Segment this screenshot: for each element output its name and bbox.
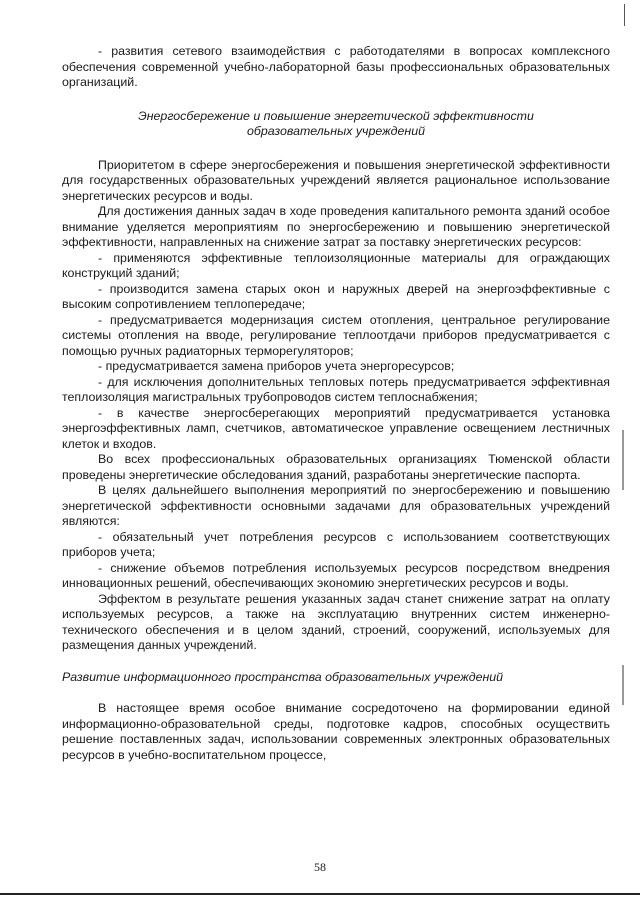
list-item: - обязательный учет потребления ресурсов с использованием соответствующих приборов учета; bbox=[62, 529, 610, 559]
list-item: - производится замена старых окон и наружных дверей на энергоэффективные с высоким сопротивлением теплопередаче; bbox=[62, 281, 610, 311]
paragraph: Во всех профессиональных образовательных организациях Тюменской области проведены энергетические обследования зданий, разработаны энергетические паспорта. bbox=[62, 452, 610, 482]
paragraph: Эффектом в результате решения указанных задач станет снижение затрат на оплату используемых ресурсов, а также на эксплуатацию внутренних систем инженерно-технического обеспечения и в целом зданий, строений, сооружений, используемых для размещения данных учреждений. bbox=[62, 591, 610, 652]
paragraph: Для достижения данных задач в ходе проведения капитального ремонта зданий особое внимание уделяется мероприятиям по энергосбережению и повышению энергетической эффективности, направленных на снижение затрат за поставку энергетических ресурсов: bbox=[62, 204, 610, 249]
page-number: 58 bbox=[314, 860, 326, 874]
list-item: - в качестве энергосберегающих мероприятий предусматривается установка энергоэффективных ламп, счетчиков, автоматическое управление освещением лестничных клеток и входов. bbox=[62, 405, 610, 451]
section-heading: Развитие информационного пространства образовательных учреждений bbox=[62, 669, 504, 684]
list-item: - снижение объемов потребления используемых ресурсов посредством внедрения инновационных решений, обеспечивающих экономию энергетических ресурсов и воды. bbox=[62, 560, 610, 590]
paragraph: Приоритетом в сфере энергосбережения и повышения энергетической эффективности для государственных образовательных учреждений является рациональное использование энергетических ресурсов и воды. bbox=[62, 157, 610, 203]
paragraph: - развития сетевого взаимодействия с работодателями в вопросах комплексного обеспечения современной учебно-лабораторной базы профессиональных образовательных организаций. bbox=[62, 44, 610, 89]
list-item: - для исключения дополнительных тепловых потерь предусматривается эффективная теплоизоляция магистральных трубопроводов систем теплоснабжения; bbox=[62, 374, 610, 404]
scan-edge-mark bbox=[624, 4, 625, 26]
scan-bottom-edge bbox=[0, 893, 640, 895]
document-page bbox=[62, 44, 610, 763]
section-heading: Энергосбережение и повышение энергетической эффективности образовательных учреждений bbox=[138, 108, 534, 138]
paragraph: В целях дальнейшего выполнения мероприятий по энергосбережению и повышению энергетической эффективности основными задачами для образовательных учреждений являются: bbox=[62, 483, 610, 528]
scan-edge-mark bbox=[622, 665, 624, 705]
scan-edge-mark bbox=[622, 430, 624, 490]
list-item: - предусматривается модернизация систем отопления, центральное регулирование системы отопления на вводе, регулирование теплоотдачи приборов предусматривается с помощью ручных радиаторных терморегуляторов; bbox=[62, 312, 610, 358]
paragraph: В настоящее время особое внимание сосредоточено на формировании единой информационно-образовательной среды, подготовке кадров, способных осуществить решение поставленных задач, использовании современных электронных образовательных ресурсов в учебно-воспитательном процессе, bbox=[62, 701, 610, 762]
list-item: - применяются эффективные теплоизоляционные материалы для ограждающих конструкций зданий; bbox=[62, 250, 610, 280]
list-item: - предусматривается замена приборов учета энергоресурсов; bbox=[98, 359, 455, 373]
